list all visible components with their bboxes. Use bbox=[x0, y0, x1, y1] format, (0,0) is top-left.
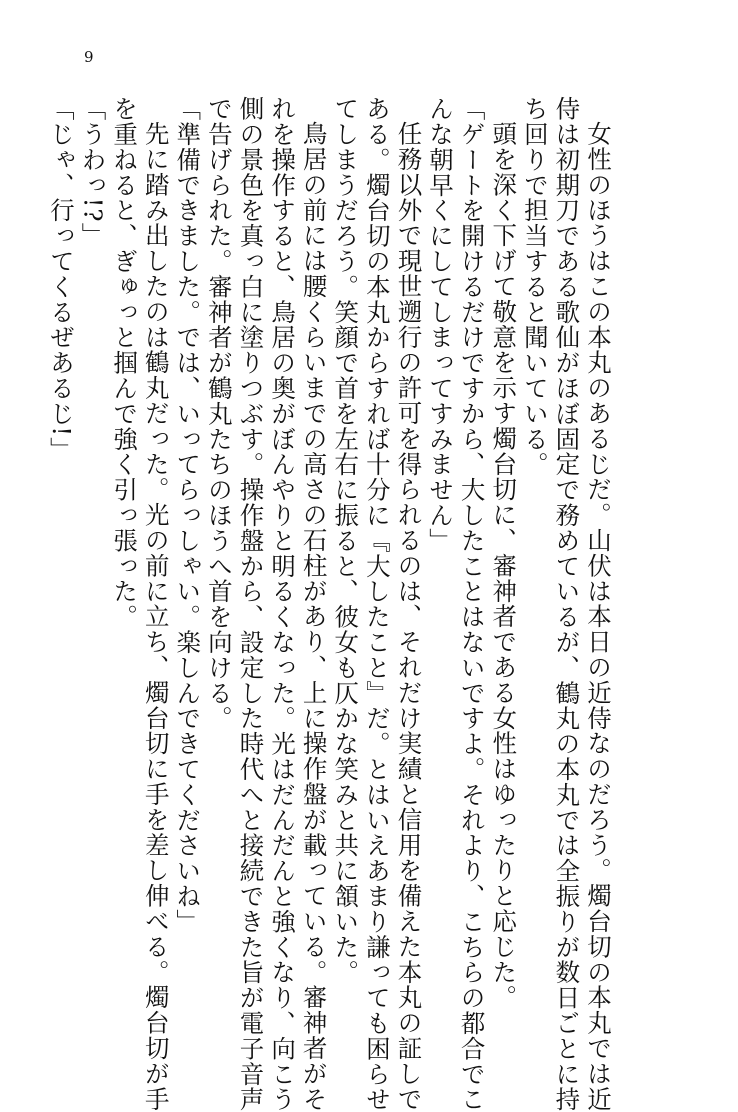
text-line: ある。燭台切の本丸からすれば十分に『大したこと』だ。とはいえあまり謙っても困らせ bbox=[362, 96, 392, 1112]
text-line: 頭を深く下げて敬意を示す燭台切に、審神者である女性はゆったりと応じた。 bbox=[489, 120, 519, 1010]
text-line: 側の景色を真っ白に塗りつぶす。操作盤から、設定した時代へと接続できた旨が電子音声 bbox=[236, 96, 266, 1112]
text-line: で告げられた。審神者が鶴丸たちのほうへ首を向ける。 bbox=[204, 96, 234, 731]
text-line: んな朝早くにしてしまってすみません」 bbox=[426, 96, 456, 554]
body-text bbox=[45, 96, 614, 1112]
text-line: てしまうだろう。笑顔で首を左右に振ると、彼女も仄かな笑みと共に頷いた。 bbox=[331, 96, 361, 985]
text-line: 「じゃ、行ってくるぜあるじ!」 bbox=[46, 96, 76, 463]
page-number: 9 bbox=[84, 48, 94, 66]
text-line: 侍は初期刀である歌仙がほぼ固定で務めているが、鶴丸の本丸では全振りが数日ごとに持 bbox=[552, 96, 582, 1112]
text-line: 「準備できました。では、いってらっしゃい。楽しんできてくださいね」 bbox=[173, 96, 203, 935]
text-line: れを操作すると、鳥居の奥がぼんやりと明るくなった。光はだんだんと強くなり、向こう bbox=[268, 96, 298, 1112]
text-line: 鳥居の前には腰くらいまでの高さの石柱があり、上に操作盤が載っている。審神者がそ bbox=[299, 120, 329, 1112]
text-line: 先に踏み出したのは鶴丸だった。光の前に立ち、燭台切に手を差し伸べる。燭台切が手 bbox=[141, 120, 171, 1112]
text-line: 任務以外で現世遡行の許可を得られるのは、それだけ実績と信用を備えた本丸の証しで bbox=[394, 120, 424, 1112]
text-line: 「うわっ!?」 bbox=[78, 96, 108, 248]
text-line: 女性のほうはこの本丸のあるじだ。山伏は本日の近侍なのだろう。燭台切の本丸では近 bbox=[584, 120, 613, 1112]
text-line: 「ゲートを開けるだけですから、大したことはないですよ。それより、こちらの都合でこ bbox=[457, 96, 487, 1112]
text-line: ち回りで担当すると聞いている。 bbox=[520, 96, 550, 477]
text-line: を重ねると、ぎゅっと掴んで強く引っ張った。 bbox=[110, 96, 140, 630]
